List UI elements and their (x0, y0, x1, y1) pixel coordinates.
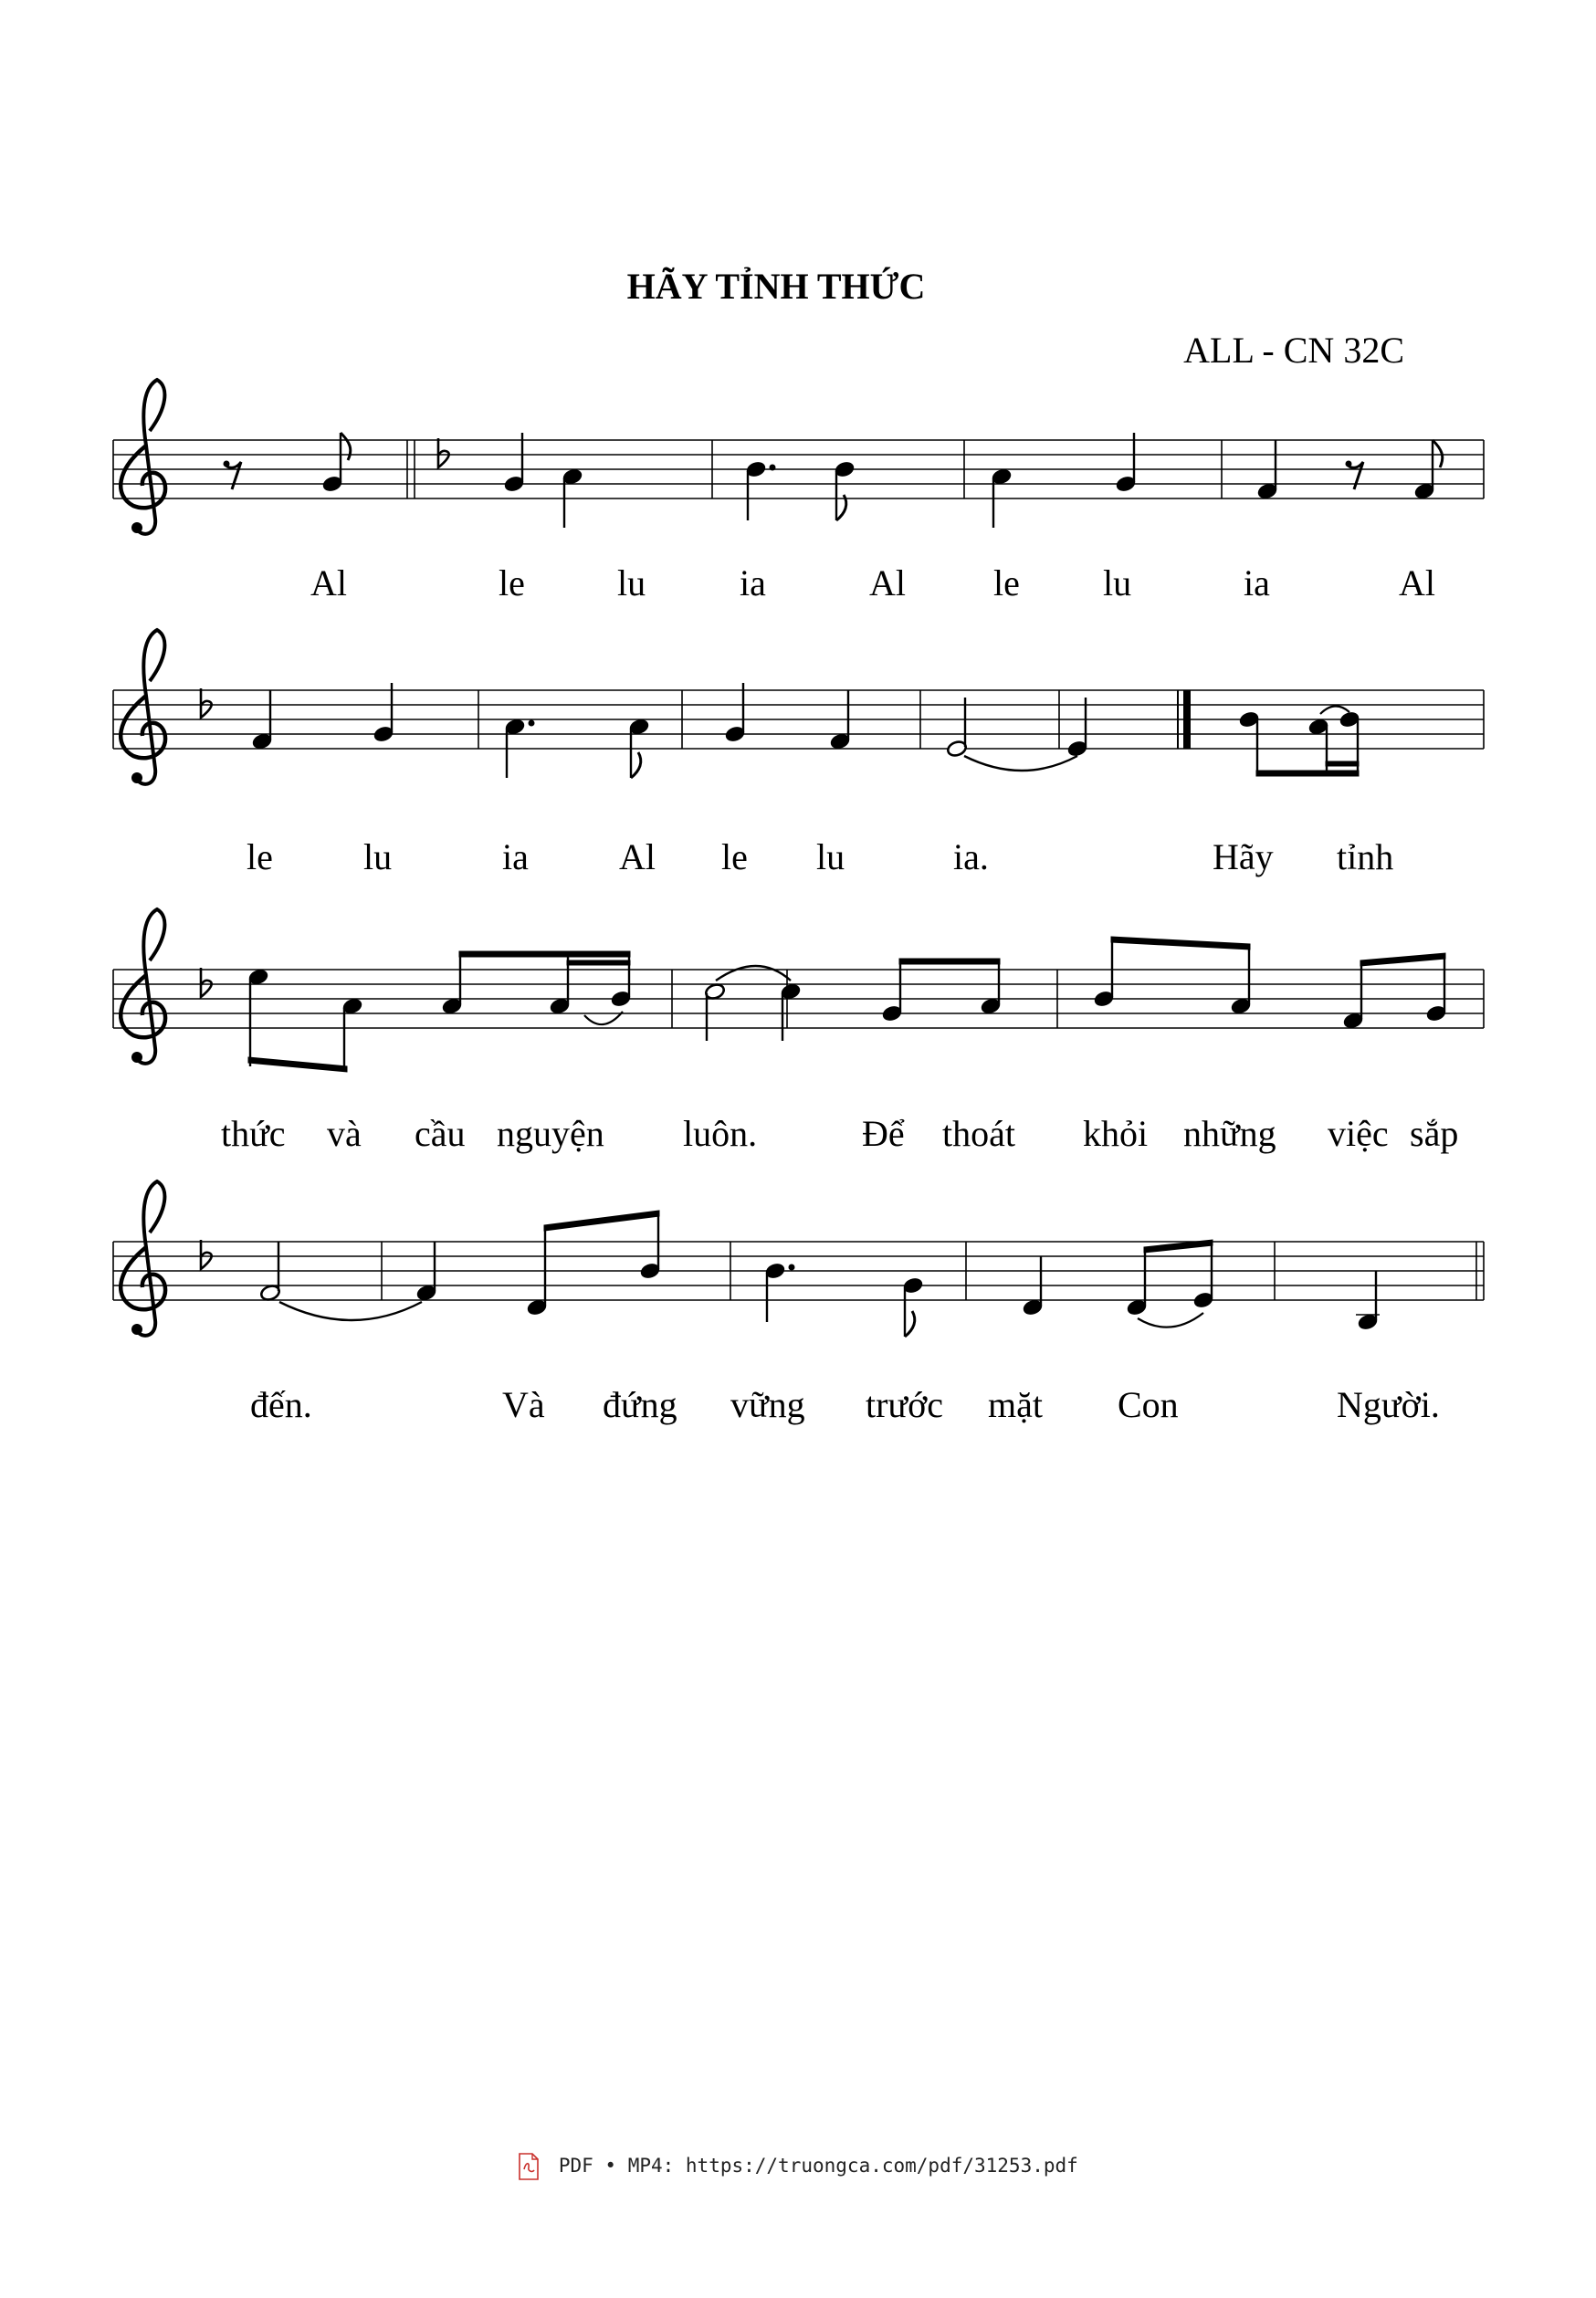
lyric-syllable: mặt (988, 1384, 1043, 1425)
song-title: HÃY TỈNH THỨC (626, 266, 926, 307)
lyric-syllable: lu (816, 836, 845, 877)
lyric-syllable: le (721, 836, 748, 877)
pdf-file-icon (518, 2153, 540, 2180)
lyric-syllable: và (327, 1113, 362, 1154)
lyric-syllable: đến. (250, 1384, 312, 1425)
lyric-syllable: Để (862, 1113, 905, 1154)
lyric-syllable: Al (619, 836, 656, 877)
lyric-syllable: khỏi (1083, 1113, 1149, 1154)
staff-system-2 (113, 630, 1484, 784)
footer (0, 2153, 1596, 2180)
staff-system-1 (113, 380, 1484, 534)
song-subtitle: ALL - CN 32C (1183, 330, 1404, 371)
lyric-syllable: ia. (953, 836, 989, 877)
lyric-syllable: le (247, 836, 273, 877)
lyric-syllable: luôn. (683, 1113, 758, 1154)
lyric-syllable: thức (221, 1113, 286, 1154)
lyric-syllable: sắp (1410, 1113, 1459, 1154)
lyric-syllable: lu (1103, 562, 1132, 603)
lyric-syllable: việc (1328, 1113, 1389, 1154)
lyric-syllable: Người. (1337, 1384, 1440, 1425)
lyric-syllable: lu (363, 836, 393, 877)
staff-system-4 (113, 1181, 1484, 1337)
lyric-syllable: Và (502, 1384, 545, 1425)
footer-link[interactable]: PDF • MP4: https://truongca.com/pdf/31253.pdf (558, 2155, 1078, 2177)
lyric-syllable: đứng (603, 1384, 677, 1425)
lyric-syllable: những (1183, 1113, 1276, 1154)
eighth-rest (224, 461, 242, 490)
staff-system-3 (113, 909, 1484, 1072)
lyric-syllable: cầu (415, 1113, 466, 1154)
lyric-syllable: ia (502, 836, 529, 877)
lyric-syllable: lu (617, 562, 646, 603)
lyrics-system-3 (221, 1113, 1458, 1154)
lyric-syllable: ia (1244, 562, 1270, 603)
lyric-syllable: vững (730, 1384, 805, 1425)
lyrics-system-2 (247, 836, 1393, 877)
lyric-syllable: Al (310, 562, 347, 603)
lyrics-system-4 (250, 1384, 1440, 1425)
lyric-syllable: le (993, 562, 1020, 603)
lyrics-system-1 (310, 562, 1435, 603)
lyric-syllable: trước (866, 1384, 944, 1425)
lyric-syllable: le (499, 562, 525, 603)
lyric-syllable: ia (740, 562, 766, 603)
lyric-syllable: thoát (942, 1113, 1015, 1154)
lyric-syllable: Al (869, 562, 906, 603)
lyric-syllable: tỉnh (1337, 836, 1394, 877)
lyric-syllable: nguyện (497, 1113, 604, 1154)
lyric-syllable: Hãy (1213, 836, 1274, 877)
lyric-syllable: Al (1399, 562, 1435, 603)
eighth-rest (1346, 461, 1364, 490)
lyric-syllable: Con (1118, 1384, 1179, 1425)
